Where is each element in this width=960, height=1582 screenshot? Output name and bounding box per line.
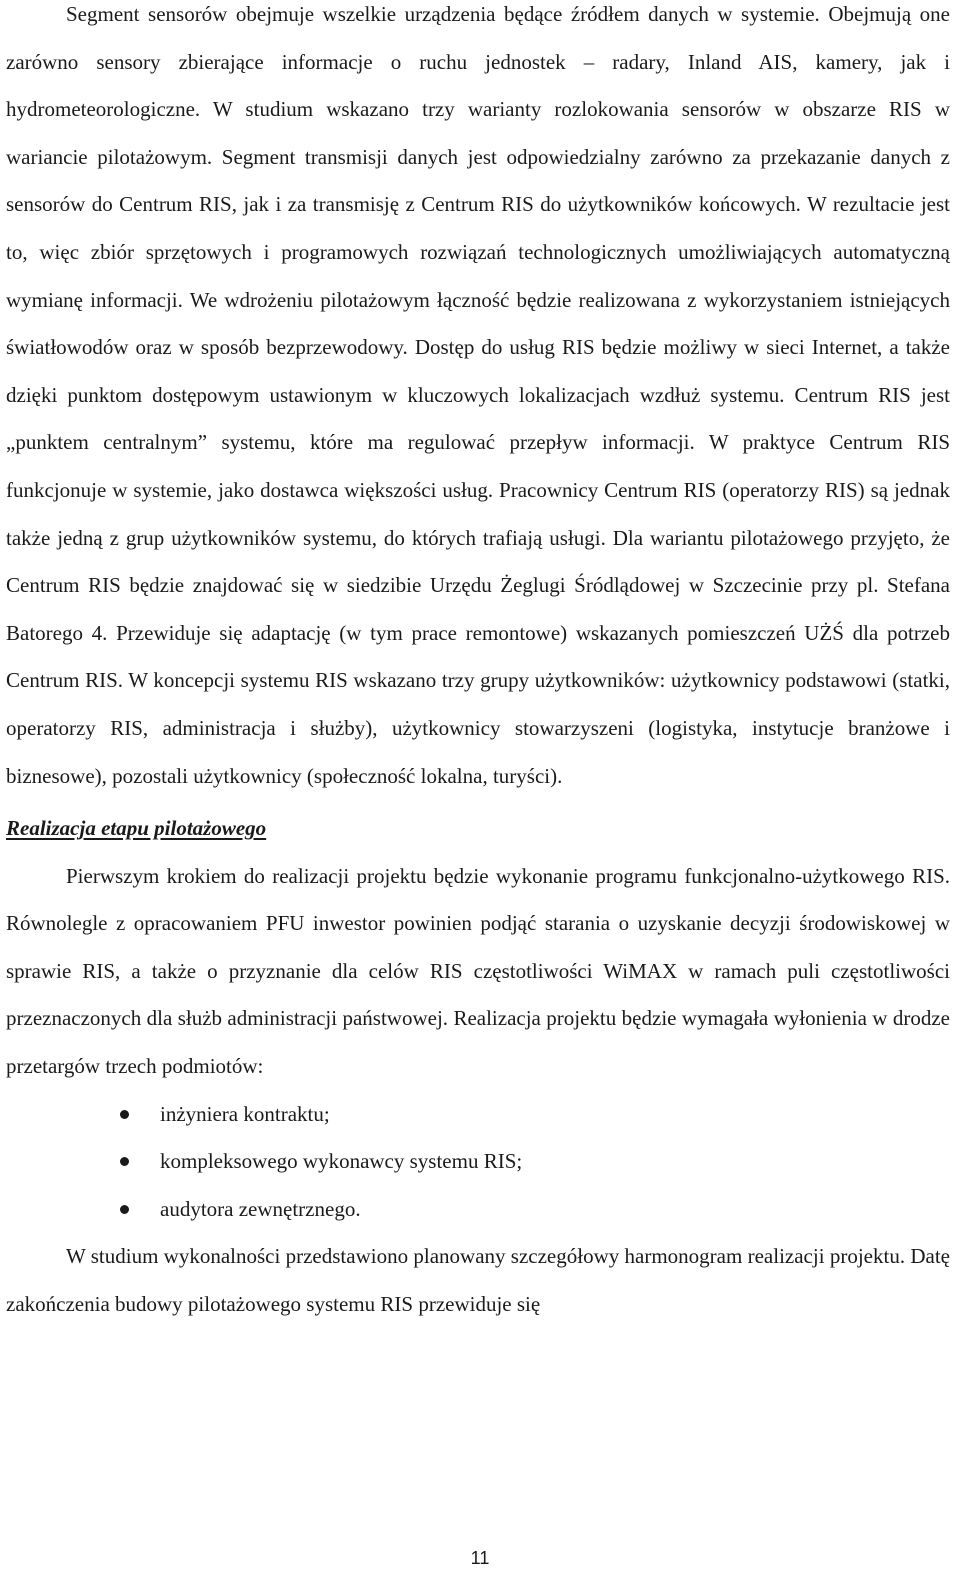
list-item-text: inżyniera kontraktu; xyxy=(160,1101,330,1126)
page-number: 11 xyxy=(470,1548,490,1568)
list-item xyxy=(6,1091,950,1139)
document-page xyxy=(6,0,950,1582)
bullet-icon xyxy=(120,1205,129,1214)
list-item-text: kompleksowego wykonawcy systemu RIS; xyxy=(160,1149,523,1174)
list-item xyxy=(6,1138,950,1186)
paragraph-realization: Pierwszym krokiem do realizacji projektu będzie wykonanie programu funkcjonalno-użytkowego RIS. Równolegle z opracowaniem PFU inwestor powinien podjąć starania o uzyskanie decyzji środowiskowej w sprawie RIS, a także o przyznanie dla celów RIS częstotliwości WiMAX w ramach puli częstotliwości przeznaczonych dla służb administracji państwowej. Realizacja projektu będzie wymagała wyłonienia w drodze przetargów trzech podmiotów: xyxy=(6,863,950,1079)
paragraph-schedule: W studium wykonalności przedstawiono planowany szczegółowy harmonogram realizacji projektu. Datę zakończenia budowy pilotażowego systemu RIS przewiduje się xyxy=(6,1244,950,1317)
section-heading: Realizacja etapu pilotażowego xyxy=(6,816,267,841)
bullet-icon xyxy=(120,1110,129,1119)
contractor-list xyxy=(6,1091,950,1234)
bullet-icon xyxy=(120,1157,129,1166)
list-item xyxy=(6,1186,950,1234)
list-item-text: audytora zewnętrznego. xyxy=(160,1196,361,1221)
paragraph-segments: Segment sensorów obejmuje wszelkie urządzenia będące źródłem danych w systemie. Obejmują one zarówno sensory zbierające informacje o ruchu jednostek – radary, Inland AIS, kamery, jak i hydrometeorologiczne. W studium wskazano trzy warianty rozlokowania sensorów w obszarze RIS w wariancie pilotażowym. Segment transmisji danych jest odpowiedzialny zarówno za przekazanie danych z sensorów do Centrum RIS, jak i za transmisję z Centrum RIS do użytkowników końcowych. W rezultacie jest to, więc zbiór sprzętowych i programowych rozwiązań technologicznych umożliwiających automatyczną wymianę informacji. We wdrożeniu pilotażowym łączność będzie realizowana z wykorzystaniem istniejących światłowodów oraz w sposób bezprzewodowy. Dostęp do usług RIS będzie możliwy w sieci Internet, a także dzięki punktom dostępowym ustawionym w kluczowych lokalizacjach wzdłuż systemu. Centrum RIS jest „punktem centralnym” systemu, które ma regulować przepływ informacji. W praktyce Centrum RIS funkcjonuje w systemie, jako dostawca większości usług. Pracownicy Centrum RIS (operatorzy RIS) są jednak także jedną z grup użytkowników systemu, do których trafiają usługi. Dla wariantu pilotażowego przyjęto, że Centrum RIS będzie znajdować się w siedzibie Urzędu Żeglugi Śródlądowej w Szczecinie przy pl. Stefana Batorego 4. Przewiduje się adaptację (w tym prace remontowe) wskazanych pomieszczeń UŻŚ dla potrzeb Centrum RIS. W koncepcji systemu RIS wskazano trzy grupy użytkowników: użytkownicy podstawowi (statki, operatorzy RIS, administracja i służby), użytkownicy stowarzyszeni (logistyka, instytucje branżowe i biznesowe), pozostali użytkownicy (społeczność lokalna, turyści). xyxy=(6,2,950,788)
